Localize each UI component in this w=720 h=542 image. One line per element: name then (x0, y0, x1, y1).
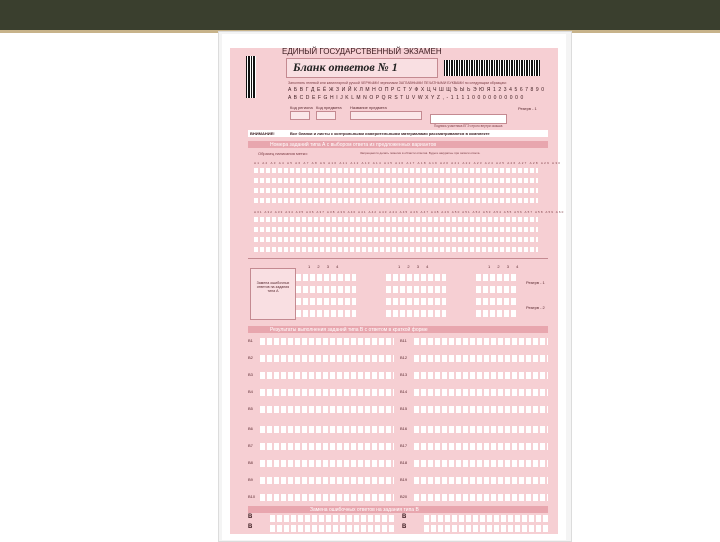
exam-title: ЕДИНЫЙ ГОСУДАРСТВЕННЫЙ ЭКЗАМЕН (282, 47, 442, 56)
letters-sample-ru: А Б В Г Д Е Ё Ж З И Й К Л М Н О П Р С Т У Ф Х Ц Ч Ш Щ Ъ Ы Ь Э Ю Я 1 2 3 4 5 6 7 8 9 0 (288, 87, 545, 93)
b-label: B7 (248, 443, 253, 448)
partA-note: Запрещается делать пометки в области ответов. Будьте аккуратны при записи ответа. (360, 151, 481, 155)
replaceB-title: Замена ошибочных ответов на задания типа В (310, 507, 419, 513)
b-answer-row[interactable] (414, 372, 548, 379)
subject-name-label: Название предмета (350, 105, 387, 110)
answer-grid-row[interactable] (254, 247, 538, 252)
answer-grid-row[interactable] (254, 168, 538, 173)
tasks-row1-labels: A1 A2 A3 A4 A5 A6 A7 A8 A9 A10 A11 A12 A13 A14 A15 A16 A17 A18 A19 A20 A21 A22 A23 A24 A25 A26 A27 A28 A29 A30 (254, 161, 562, 165)
subject-code-field[interactable] (316, 111, 336, 120)
b-answer-row[interactable] (260, 477, 394, 484)
b-label: B14 (400, 389, 408, 394)
b-answer-row[interactable] (414, 338, 548, 345)
replace-row[interactable] (476, 286, 516, 293)
b-answer-row[interactable] (260, 494, 394, 501)
signature-field[interactable] (430, 114, 507, 124)
b-answer-row[interactable] (260, 426, 394, 433)
replace-row[interactable] (386, 274, 446, 281)
b-answer-row[interactable] (414, 460, 548, 467)
answer-grid-row[interactable] (254, 227, 538, 232)
replace-row[interactable] (296, 298, 356, 305)
b-label: B5 (248, 406, 253, 411)
b-label: B16 (400, 426, 408, 431)
reserve1-label: Резерв - 1 (526, 280, 545, 285)
b-answer-row[interactable] (260, 443, 394, 450)
tasks-row2-labels: A31 A32 A33 A34 A35 A36 A37 A38 A39 A40 A41 A42 A43 A44 A45 A46 A47 A48 A49 A50 A51 A52 A53 A54 A55 A56 A57 A58 A59 A60 (254, 210, 565, 214)
top-banner (0, 0, 720, 30)
replaceB-letter: В (402, 524, 407, 530)
b-label: B2 (248, 355, 253, 360)
partB-title: Результаты выполнения заданий типа В с ответом в краткой форме (270, 327, 428, 333)
region-code-field[interactable] (290, 111, 310, 120)
replace-row[interactable] (476, 274, 516, 281)
b-answer-row[interactable] (414, 389, 548, 396)
replace-row[interactable] (296, 274, 356, 281)
b-answer-row[interactable] (260, 338, 394, 345)
sample-mark-label: Образец написания метки: (258, 151, 308, 156)
b-answer-row[interactable] (414, 443, 548, 450)
replace-row[interactable] (386, 310, 446, 317)
replace-block (250, 268, 296, 320)
instructions: Заполнять гелевой или капиллярной ручкой ЧЕРНЫМИ чернилами ЗАГЛАВНЫМИ ПЕЧАТНЫМИ БУКВАМИ по следующим образцам: (288, 81, 507, 85)
b-answer-row[interactable] (414, 477, 548, 484)
b-label: B11 (400, 338, 407, 343)
replaceB-letter: В (402, 514, 407, 520)
header-barcode (444, 60, 540, 76)
side-barcode (246, 56, 256, 98)
attention-label: ВНИМАНИЕ! (250, 131, 275, 136)
subject-code-label: Код предмета (316, 105, 342, 110)
b-answer-row[interactable] (260, 406, 394, 413)
answer-grid-row[interactable] (254, 188, 538, 193)
region-code-label: Код региона (290, 105, 313, 110)
b-label: B19 (400, 477, 408, 482)
form-title: Бланк ответов № 1 (293, 60, 398, 74)
b-label: B4 (248, 389, 253, 394)
signature-label: Подпись участника ЕГЭ строго внутри окошка (434, 124, 503, 128)
answer-sheet (222, 34, 566, 540)
replaceB-letter: В (248, 514, 253, 520)
b-label: B3 (248, 372, 253, 377)
answer-grid-row[interactable] (254, 217, 538, 222)
replace-block-label: Замена ошибочных ответов на задания типа А (256, 281, 290, 293)
subject-name-field[interactable] (350, 111, 422, 120)
reserve-label: Резерв - 1 (518, 106, 537, 111)
b-label: B13 (400, 372, 408, 377)
section-divider (248, 258, 548, 259)
b-label: B15 (400, 406, 408, 411)
b-label: B17 (400, 443, 408, 448)
replaceB-row[interactable] (270, 515, 394, 522)
b-label: B12 (400, 355, 408, 360)
replace-row[interactable] (476, 298, 516, 305)
replace-row[interactable] (386, 298, 446, 305)
replaceB-letter: В (248, 524, 253, 530)
b-label: B20 (400, 494, 408, 499)
b-answer-row[interactable] (414, 406, 548, 413)
partA-title: Номера заданий типа А с выбором ответа из предложенных вариантов (270, 142, 437, 148)
b-answer-row[interactable] (260, 460, 394, 467)
b-label: B18 (400, 460, 408, 465)
answer-grid-row[interactable] (254, 178, 538, 183)
b-answer-row[interactable] (260, 389, 394, 396)
replaceB-row[interactable] (424, 525, 548, 532)
b-answer-row[interactable] (260, 355, 394, 362)
digits-header: 1 2 3 4 (308, 264, 342, 269)
b-label: B6 (248, 426, 253, 431)
replace-row[interactable] (476, 310, 516, 317)
b-answer-row[interactable] (414, 355, 548, 362)
digits-header: 1 2 3 4 (398, 264, 432, 269)
replace-row[interactable] (296, 310, 356, 317)
letters-sample-en: A B C D E F G H I J K L M N O P Q R S T U V W X Y Z , - 1 1 1 1 0 0 0 0 0 0 0 0 0 0 (288, 95, 524, 101)
answer-grid-row[interactable] (254, 237, 538, 242)
digits-header: 1 2 3 4 (488, 264, 522, 269)
replace-row[interactable] (386, 286, 446, 293)
b-label: B9 (248, 477, 253, 482)
form-area (230, 47, 565, 534)
replaceB-row[interactable] (270, 525, 394, 532)
b-answer-row[interactable] (414, 494, 548, 501)
b-answer-row[interactable] (260, 372, 394, 379)
attention-text: Все бланки и листы с контрольными измерительными материалами рассматриваются в комплекте (290, 131, 490, 136)
reserve2-label: Резерв - 2 (526, 305, 545, 310)
b-label: B1 (248, 338, 253, 343)
form-title-box (286, 58, 438, 78)
b-label: B10 (248, 494, 256, 499)
replaceB-row[interactable] (424, 515, 548, 522)
b-label: B8 (248, 460, 253, 465)
answer-grid-row[interactable] (254, 198, 538, 203)
b-answer-row[interactable] (414, 426, 548, 433)
replace-row[interactable] (296, 286, 356, 293)
